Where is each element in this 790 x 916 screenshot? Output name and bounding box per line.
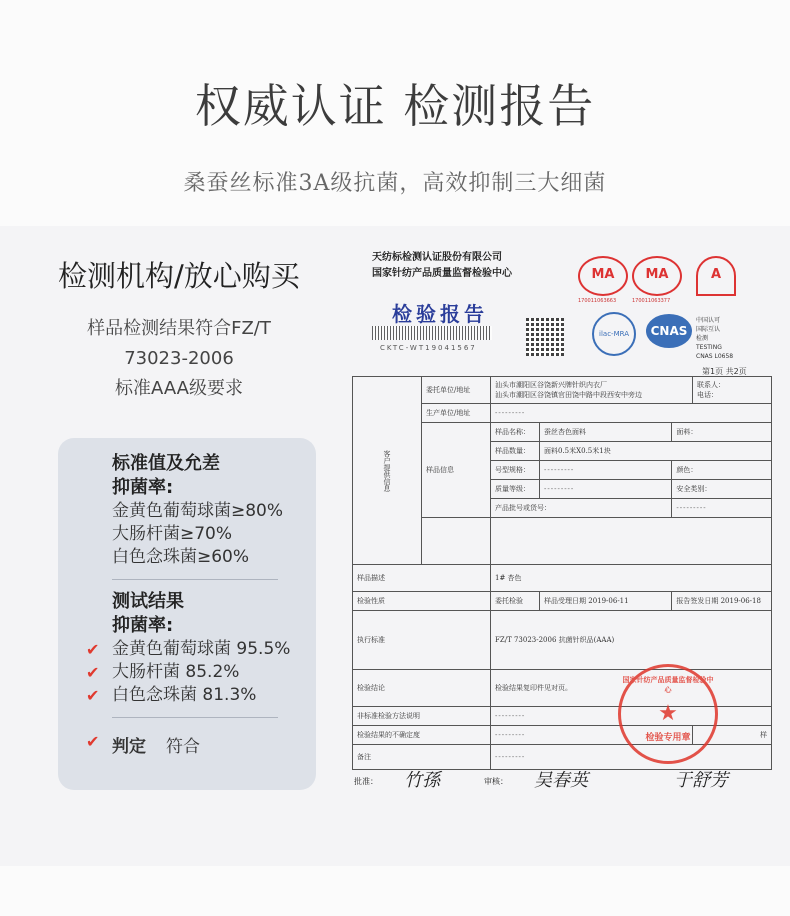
desc-line: 标准AAA级要求 (115, 378, 243, 399)
issue-label: 报告签发日期 (676, 597, 719, 605)
standard-item: 白色念珠菌≥60% (112, 547, 250, 567)
client-line: 汕头市潮阳区谷饶新兴牌针织内衣厂 (495, 381, 607, 389)
sample-name-value: 蚕丝杏色面料 (540, 423, 672, 442)
cnas-logo: CNAS (646, 314, 692, 348)
std-label: 执行标准 (353, 611, 491, 670)
note2-label: 检验结果的不确定度 (353, 726, 491, 745)
client-value (491, 377, 693, 404)
desc-value: 1# 杏色 (491, 565, 772, 592)
result-title: 测试结果 (112, 591, 184, 612)
seal-arc: 国家针纺产品质量监督检验中心 (622, 676, 714, 694)
type-value: 委托检验 (491, 592, 540, 611)
spacer (491, 518, 772, 565)
recv-cell (540, 592, 672, 611)
cnas-line: 检测 (696, 335, 709, 342)
check-icon: ✔ (86, 732, 100, 751)
seal-label: 检验专用章 (645, 733, 691, 743)
divider (112, 579, 278, 580)
contact-cell (693, 377, 772, 404)
safety-label: 安全类别： (672, 480, 772, 499)
check-icon: ✔ (86, 640, 100, 659)
standard-item: 大肠杆菌≥70% (112, 524, 233, 544)
check-icon: ✔ (86, 663, 100, 682)
test-result-card (58, 438, 316, 790)
page-title: 权威认证 检测报告 (194, 79, 596, 133)
divider (112, 717, 278, 718)
cnas-line: 中国认可 (696, 317, 721, 324)
sample-qty-value: 面料0.5米X0.5米1块 (540, 442, 772, 461)
sample-mark: 样 (693, 726, 772, 745)
section-heading: 检测机构/放心购买 (58, 259, 300, 293)
conclusion-value: 检验结果复印件见对页。 (491, 670, 772, 707)
certification-logos (572, 256, 782, 366)
review-signature: 吴春英 (534, 770, 588, 791)
recv-value: 2019-06-11 (588, 597, 629, 605)
issue-cell (672, 592, 772, 611)
inspector-signature: 于舒芳 (674, 770, 728, 791)
spacer (422, 518, 491, 565)
desc-line: 73023-2006 (124, 348, 234, 369)
model-label: 号型规格： (491, 461, 540, 480)
qr-code-icon (526, 318, 564, 356)
desc-label: 样品描述 (353, 565, 491, 592)
footer-band (0, 866, 790, 916)
phone-label: 电话： (697, 391, 718, 399)
barcode-icon (372, 326, 492, 340)
producer-label: 生产单位/地址 (422, 404, 491, 423)
cal-logo-icon: A (696, 256, 736, 296)
grade-value: --------- (540, 480, 672, 499)
page-subtitle: 桑蚕丝标准3A级抗菌，高效抑制三大细菌 (183, 171, 607, 196)
remark-value: --------- (491, 745, 772, 770)
type-label: 检验性质 (353, 592, 491, 611)
batch-value: --------- (672, 499, 772, 518)
review-label: 审核： (484, 777, 508, 786)
note2-value: --------- (491, 726, 693, 745)
batch-label: 产品批号或货号： (491, 499, 672, 518)
report-org (372, 250, 512, 282)
standard-title: 标准值及允差 (112, 453, 220, 474)
ilac-mra-logo: ilac-MRA (592, 312, 636, 356)
star-icon: ★ (658, 701, 678, 726)
side-label: 客户提供信息 (353, 377, 422, 565)
section-description (60, 314, 298, 404)
cnas-text (696, 316, 733, 361)
cma-logo-icon: MA (578, 256, 628, 296)
cnas-line: TESTING (696, 344, 722, 351)
verdict-label: 判定 (112, 737, 146, 757)
producer-value: --------- (491, 404, 772, 423)
cnas-line: 国际互认 (696, 326, 721, 333)
conclusion-label: 检验结论 (353, 670, 491, 707)
verdict-value: 符合 (166, 737, 200, 757)
cma-number: 170011063663 (578, 298, 617, 304)
org-name: 天纺标检测认证股份有限公司 (372, 252, 502, 263)
recv-label: 样品受理日期 (544, 597, 586, 605)
inspection-report (332, 236, 782, 830)
sample-info-label: 样品信息 (422, 423, 491, 518)
model-value: --------- (540, 461, 672, 480)
contact-label: 联系人： (697, 381, 725, 389)
page-number: 第1页 共2页 (702, 367, 747, 376)
result-item: 大肠杆菌 85.2% (112, 662, 240, 682)
remark-label: 备注 (353, 745, 491, 770)
color-label: 颜色： (672, 461, 772, 480)
result-item: 金黄色葡萄球菌 95.5% (112, 639, 291, 659)
cma-number: 170011063377 (632, 298, 671, 304)
grade-label: 质量等级： (491, 480, 540, 499)
report-title: 检验报告 (392, 302, 488, 326)
sample-name-label: 样品名称： (491, 423, 540, 442)
result-subtitle: 抑菌率: (112, 615, 174, 636)
cnas-line: CNAS L0658 (696, 353, 734, 360)
client-label: 委托单位/地址 (422, 377, 491, 404)
approve-label: 批准： (354, 777, 378, 786)
sample-qty-label: 样品数量： (491, 442, 540, 461)
std-value: FZ/T 73023-2006 抗菌针织品(AAA) (491, 611, 772, 670)
client-line: 汕头市潮阳区谷饶镇官田饶中路中段西安中旁边 (495, 391, 642, 399)
inspection-seal (618, 664, 718, 764)
check-icon: ✔ (86, 686, 100, 705)
approve-signature: 竹孫 (404, 770, 440, 791)
org-center: 国家针纺产品质量监督检验中心 (372, 268, 512, 279)
result-item: 白色念珠菌 81.3% (112, 685, 257, 705)
standard-item: 金黄色葡萄球菌≥80% (112, 501, 284, 521)
desc-line: 样品检测结果符合FZ/T (87, 318, 271, 339)
issue-value: 2019-06-18 (720, 597, 761, 605)
standard-subtitle: 抑菌率: (112, 477, 174, 498)
cma-logo-icon: MA (632, 256, 682, 296)
material-label: 面料： (672, 423, 772, 442)
report-code: CKTC-WT19041567 (380, 344, 477, 352)
note1-value: --------- (491, 707, 772, 726)
note1-label: 非标准检验方法说明 (353, 707, 491, 726)
